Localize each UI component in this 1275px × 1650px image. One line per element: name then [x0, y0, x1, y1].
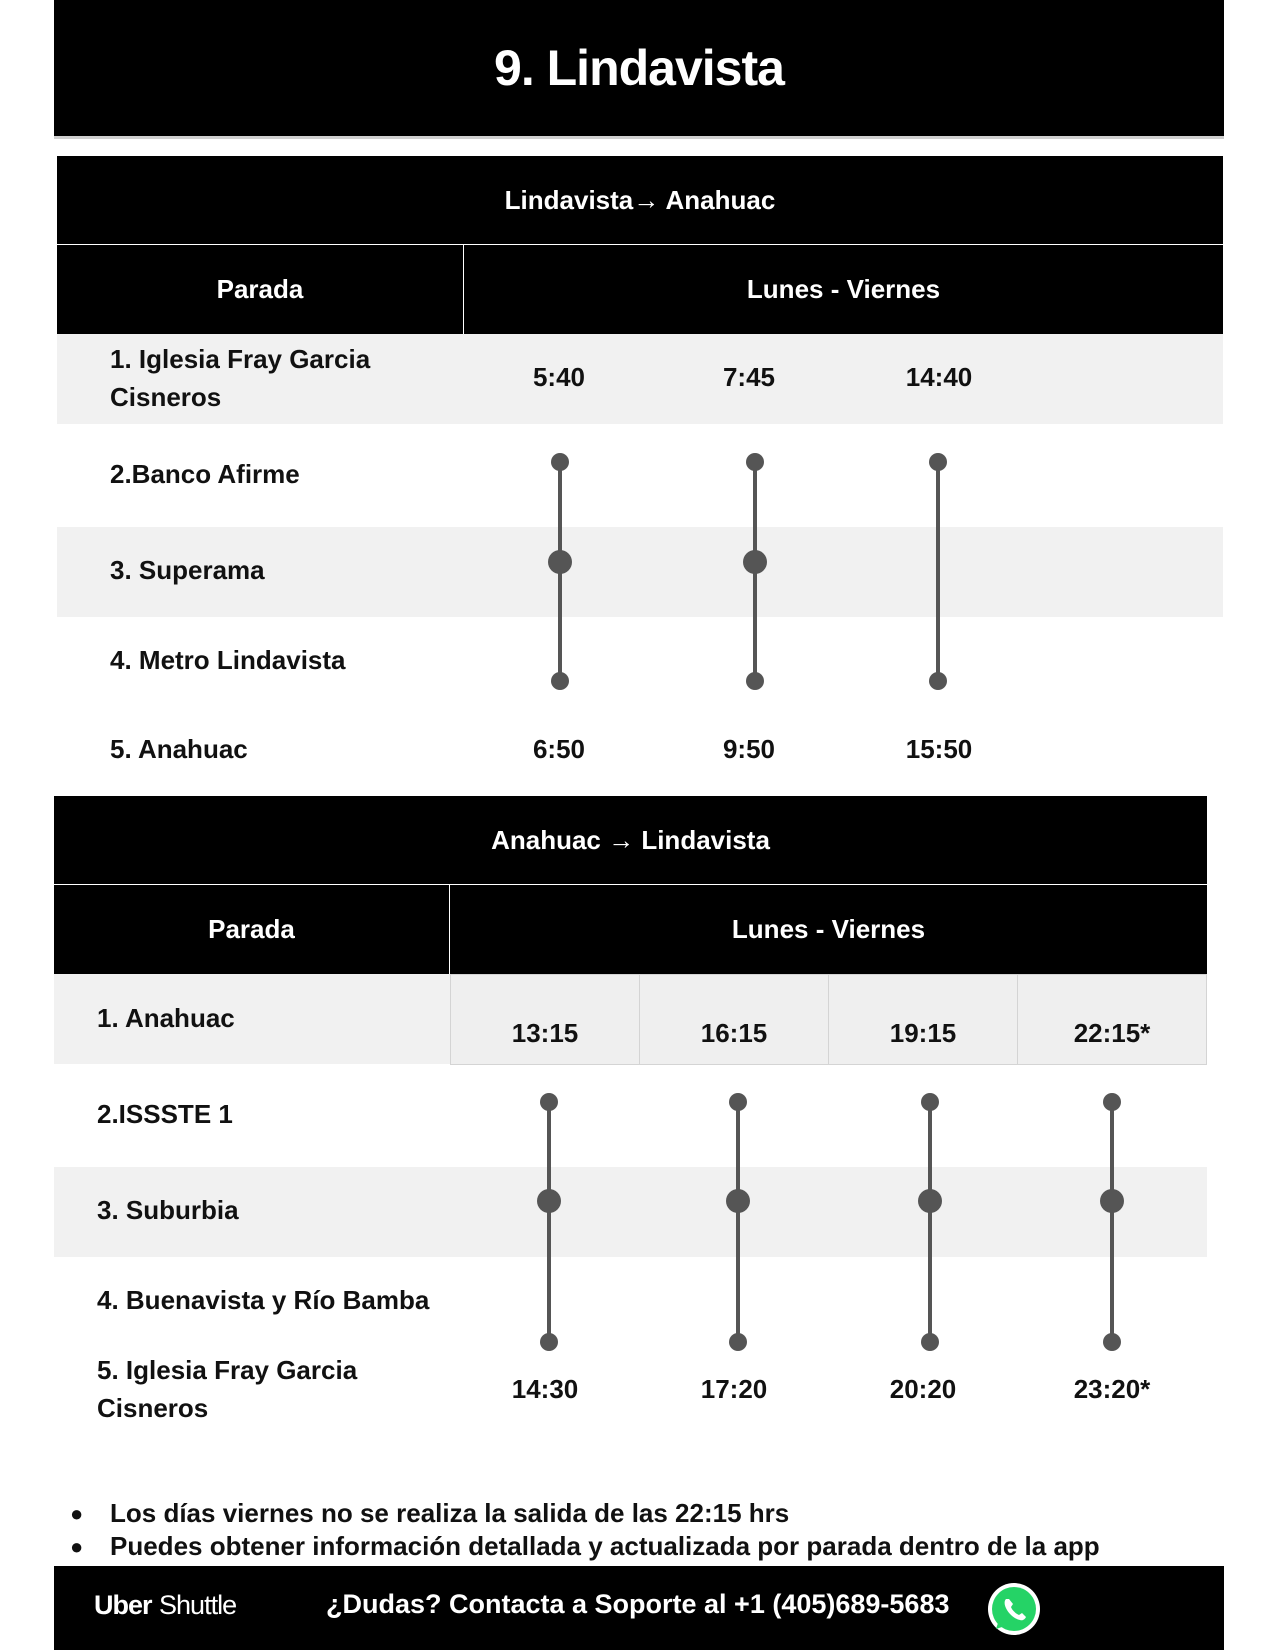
- route2-stop-5: 5. Iglesia Fray Garcia Cisneros: [97, 1355, 358, 1423]
- uber-shuttle-logo: [94, 1590, 236, 1621]
- route2-arrival-2: 17:20: [700, 1374, 768, 1404]
- route2-departure-3: 19:15: [889, 1018, 957, 1048]
- timeline-line: [736, 1102, 740, 1342]
- route2-col-days: Lunes - Viernes: [450, 885, 1207, 974]
- route2-departure-1: 13:15: [511, 1018, 579, 1048]
- note-text: Puedes obtener información detallada y actualizada por parada dentro de la app: [110, 1531, 1100, 1561]
- route1-stop-4: 4. Metro Lindavista: [110, 645, 346, 675]
- timeline-stop-dot: [729, 1333, 747, 1351]
- timeline-stop-dot: [551, 672, 569, 690]
- whatsapp-icon[interactable]: [986, 1581, 1042, 1637]
- route2-stop-4: 4. Buenavista y Río Bamba: [97, 1285, 430, 1315]
- timeline-stop-dot: [540, 1333, 558, 1351]
- note-item: [70, 1497, 1100, 1530]
- route2-col-stop: Parada: [54, 885, 449, 974]
- timeline-line: [936, 462, 940, 681]
- route1-header: Lindavista→ Anahuac: [57, 156, 1223, 244]
- route2-departure-2: 16:15: [700, 1018, 768, 1048]
- timeline-stop-dot: [537, 1189, 561, 1213]
- timeline-stop-dot: [921, 1093, 939, 1111]
- timeline-stop-dot: [746, 672, 764, 690]
- route1-departure-2: 7:45: [722, 362, 776, 392]
- route2-arrival-1: 14:30: [511, 1374, 579, 1404]
- timeline-stop-dot: [743, 550, 767, 574]
- timeline-line: [547, 1102, 551, 1342]
- title-divider: [54, 136, 1224, 139]
- route1-arrival-2: 9:50: [722, 734, 776, 764]
- logo-shuttle: Shuttle: [159, 1590, 237, 1620]
- notes-list: [70, 1497, 1100, 1563]
- route1-arrival-3: 15:50: [905, 734, 973, 764]
- route1-stop-2: 2.Banco Afirme: [110, 459, 300, 489]
- route2-stop-3: 3. Suburbia: [97, 1195, 239, 1225]
- timeline-stop-dot: [921, 1333, 939, 1351]
- bullet-icon: ●: [70, 1501, 84, 1526]
- note-item: [70, 1530, 1100, 1563]
- timeline-stop-dot: [548, 550, 572, 574]
- timeline-line: [1110, 1102, 1114, 1342]
- support-contact[interactable]: ¿Dudas? Contacta a Soporte al +1 (405)689-5683: [326, 1589, 950, 1619]
- timeline-stop-dot: [1100, 1189, 1124, 1213]
- timeline-stop-dot: [726, 1189, 750, 1213]
- route1-stop-3: 3. Superama: [110, 555, 265, 585]
- route2-arrival-3: 20:20: [889, 1374, 957, 1404]
- timeline-stop-dot: [1103, 1093, 1121, 1111]
- route1-departure-1: 5:40: [532, 362, 586, 392]
- timeline-stop-dot: [1103, 1333, 1121, 1351]
- timeline-stop-dot: [929, 453, 947, 471]
- page-title: 9. Lindavista: [54, 0, 1224, 136]
- logo-uber: Uber: [94, 1590, 152, 1620]
- route1-stop-5: 5. Anahuac: [110, 734, 248, 764]
- route2-header: Anahuac → Lindavista: [54, 796, 1207, 884]
- timeline-stop-dot: [551, 453, 569, 471]
- timeline-stop-dot: [929, 672, 947, 690]
- route2-arrival-4: 23:20*: [1073, 1374, 1151, 1404]
- bullet-icon: ●: [70, 1534, 84, 1559]
- route1-arrival-1: 6:50: [532, 734, 586, 764]
- route1-col-days: Lunes - Viernes: [464, 245, 1223, 334]
- route2-stop-2: 2.ISSSTE 1: [97, 1099, 233, 1129]
- timeline-stop-dot: [540, 1093, 558, 1111]
- timeline-stop-dot: [918, 1189, 942, 1213]
- route1-departure-3: 14:40: [905, 362, 973, 392]
- timeline-stop-dot: [746, 453, 764, 471]
- route1-stop-1: 1. Iglesia Fray Garcia Cisneros: [110, 344, 371, 412]
- note-text: Los días viernes no se realiza la salida de las 22:15 hrs: [110, 1498, 790, 1528]
- timeline-line: [928, 1102, 932, 1342]
- timeline-stop-dot: [729, 1093, 747, 1111]
- footer-bar: [54, 1566, 1224, 1650]
- route2-stop-1: 1. Anahuac: [97, 1003, 235, 1033]
- route2-departure-4: 22:15*: [1073, 1018, 1151, 1048]
- route1-col-stop: Parada: [57, 245, 463, 334]
